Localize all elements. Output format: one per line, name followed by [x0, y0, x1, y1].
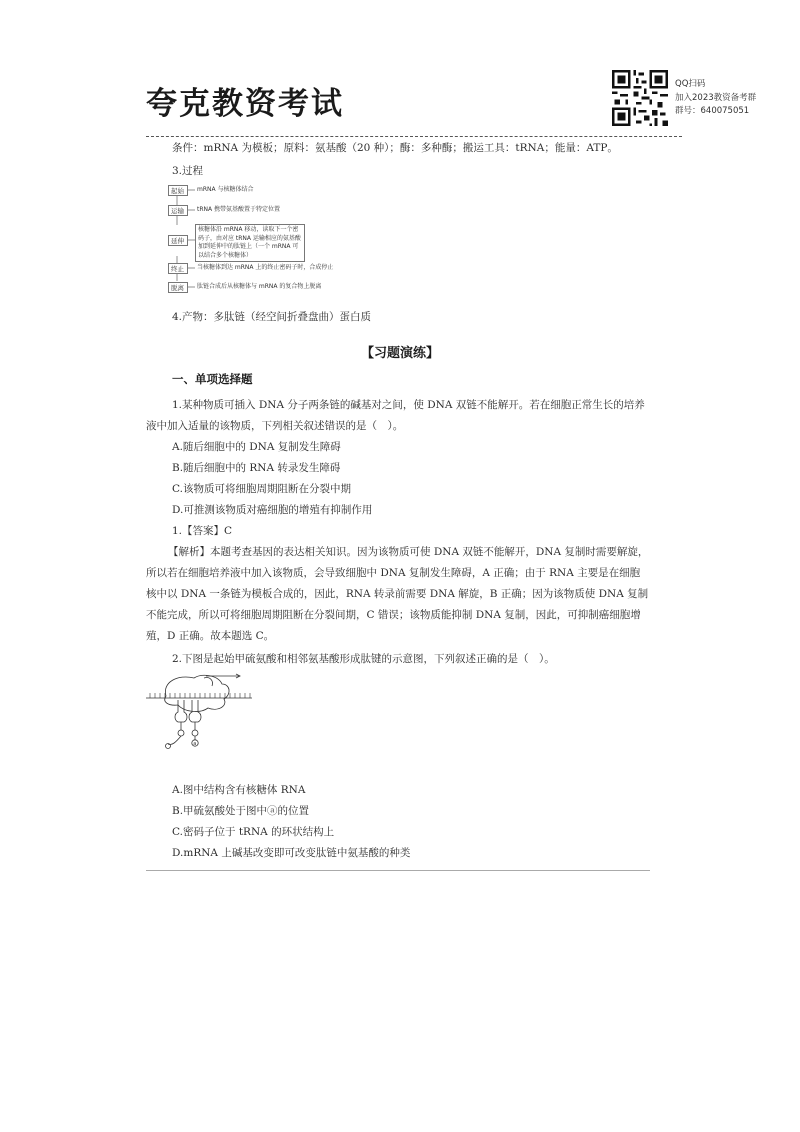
process-flowchart	[168, 183, 368, 298]
q1-stem: 1.某种物质可插入 DNA 分子两条链的碱基对之间，使 DNA 双链不能解开。若在细胞正常生长的培养	[172, 399, 645, 411]
q2-stem: 2.下图是起始甲硫氨酸和相邻氨基酸形成肽键的示意图，下列叙述正确的是（ ）。	[172, 653, 555, 665]
q1-option-b: B.随后细胞中的 RNA 转录发生障碍	[172, 462, 341, 474]
q2-option-c: C.密码子位于 tRNA 的环状结构上	[172, 826, 335, 838]
footer-divider	[146, 870, 650, 871]
qr-caption	[675, 78, 756, 119]
ribosome-diagram	[144, 672, 254, 752]
condition-text: 条件：mRNA 为模板；原料：氨基酸（20 种）；酶：多种酶；搬运工具：tRNA；能量：ATP。	[172, 142, 618, 154]
flow-desc: 肽链合成后从核糖体与 mRNA 的复合物上脱离	[197, 283, 322, 290]
flow-step-elongation: 延伸	[168, 235, 188, 246]
flow-desc: 当核糖体到达 mRNA 上的终止密码子时，合成停止	[197, 264, 334, 271]
q1-option-a: A.随后细胞中的 DNA 复制发生障碍	[172, 441, 341, 453]
qr-caption-line: 群号：640075051	[675, 106, 750, 116]
q1-analysis-line: 殖，D 正确。故本题选 C。	[146, 630, 275, 642]
qr-caption-line: QQ扫码	[675, 79, 706, 89]
q2-option-d: D.mRNA 上碱基改变即可改变肽链中氨基酸的种类	[172, 847, 411, 859]
header-divider	[146, 136, 682, 137]
q1-option-d: D.可推测该物质对癌细胞的增殖有抑制作用	[172, 504, 373, 516]
section-title: 【习题演练】	[360, 346, 439, 361]
process-heading: 3.过程	[172, 165, 204, 177]
q1-analysis-line: 所以若在细胞培养液中加入该物质，会导致细胞中 DNA 复制发生障碍，A 正确；由于 RNA 主要是在细胞	[146, 567, 641, 579]
flow-step-start: 起始	[168, 185, 188, 196]
qr-caption-line: 加入2023教资备考群	[675, 92, 757, 103]
flow-desc: tRNA 携带氨基酸置于特定位置	[197, 206, 281, 213]
product-text: 4.产物：多肽链（经空间折叠盘曲）蛋白质	[172, 311, 372, 323]
flow-step-release: 脱离	[168, 282, 188, 293]
diagram-label-a: a	[193, 741, 197, 747]
q1-analysis-line: 不能完成，所以可将细胞周期阻断在分裂间期，C 错误；该物质能抑制 DNA 复制，因此，可抑制癌细胞增	[146, 609, 641, 621]
flow-desc: 核糖体沿 mRNA 移动，读取下一个密码子，由对应 tRNA 运输相应的氨基酸加到延伸中的肽链上（一个 mRNA 可以结合多个核糖体）	[195, 224, 305, 262]
q1-stem: 液中加入适量的该物质，下列相关叙述错误的是（ ）。	[146, 420, 404, 432]
brand-title: 夸克教资考试	[146, 86, 344, 122]
qr-code-icon	[612, 70, 668, 126]
part-heading: 一、单项选择题	[172, 372, 253, 386]
q1-analysis-line: 核中以 DNA 一条链为模板合成的，因此，RNA 转录前需要 DNA 解旋，B 正确；因为该物质使 DNA 复制	[146, 588, 649, 600]
flow-desc: mRNA 与核糖体结合	[197, 186, 254, 193]
q1-analysis-line: 【解析】本题考查基因的表达相关知识。因为该物质可使 DNA 双链不能解开，DNA 复制时需要解旋，	[168, 546, 649, 558]
q1-option-c: C.该物质可将细胞周期阻断在分裂中期	[172, 483, 351, 495]
flow-step-termination: 终止	[168, 263, 188, 274]
q2-option-a: A.图中结构含有核糖体 RNA	[172, 784, 306, 796]
flow-step-transport: 运输	[168, 205, 188, 216]
q2-option-b: B.甲硫氨酸处于图中ⓐ的位置	[172, 805, 310, 817]
q1-answer: 1.【答案】C	[172, 525, 233, 537]
